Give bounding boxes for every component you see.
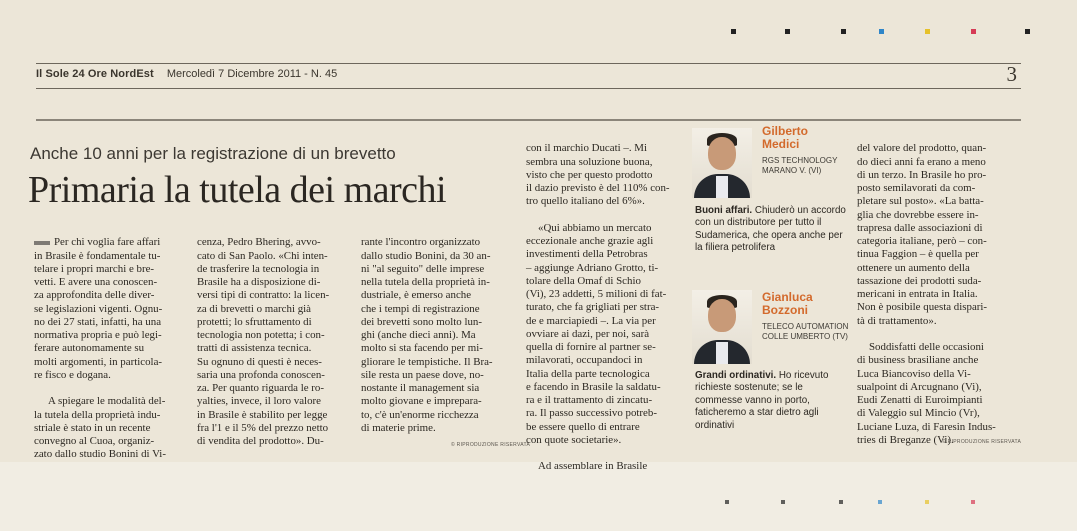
article-column-4 — [526, 129, 683, 487]
column-1-paragraph-1: Per chi voglia fare affari in Brasile è fondamentale tu- telare i propri marchi e bre- vetti. E avere una conoscen- za approfondita delle diver- se legislazioni vigenti. Ognu- no dei 27 stati, infatti, ha una normativa propria e può legi- ferare autonomamente su molti argomenti, in particola- re fisco e dogana. — [34, 236, 192, 382]
masthead-top-rule — [36, 63, 1021, 64]
registration-mark-black — [839, 500, 843, 504]
registration-mark-magenta — [971, 500, 975, 504]
profile-name: Gilberto Medici — [762, 124, 809, 151]
registration-mark-black — [841, 29, 846, 34]
profile-company: RGS TECHNOLOGY MARANO V. (VI) — [762, 156, 838, 175]
quote-body: Chiuderò un accordo con un distributore per tutto il Sudamerica, che opera anche per la filiera petrolifera — [695, 205, 846, 254]
registration-mark-black — [731, 29, 736, 34]
registration-mark-black — [785, 29, 790, 34]
masthead — [36, 62, 1021, 90]
profile-quote — [695, 205, 851, 255]
registration-mark-yellow — [925, 500, 929, 504]
column-4-paragraph-2: «Qui abbiamo un mercato eccezionale anche grazie agli investimenti della Petrobras – aggiunge Adriano Grotto, ti- tolare della Omaf di Schio (Vi), 23 addetti, 5 milioni di fat- turato, che fa grigliati per stra- de e marciapiedi –. La via per ovviare ai dazi, per noi, sarà quella di fornire al partner se- milavorati, occupandoci in Italia della parte tecnologica e facendo in Brasile la saldatu- ra e il trattamento di zincatu- ra. Il passo successivo potreb- be essere quello di entrare con quote societarie». — [526, 221, 667, 446]
article-column-2 — [197, 223, 355, 462]
article-top-rule — [36, 119, 1021, 121]
registration-mark-yellow — [925, 29, 930, 34]
article-column-6 — [857, 129, 1017, 460]
quote-title: Grandi ordinativi. — [695, 370, 777, 381]
registration-mark-black — [725, 500, 729, 504]
copyright-notice: © RIPRODUZIONE RISERVATA — [942, 439, 1022, 445]
column-4-paragraph-1: con il marchio Ducati –. Mi sembra una soluzione buona, visto che per questo prodotto il dazio previsto è del 110% con- tro quello italiano del 6%». — [526, 142, 670, 208]
quote-body: Ho ricevuto richieste sostenute; se le commesse vanno in porto, faticheremo a star dietro agli ordinativi — [695, 370, 829, 431]
portrait-gilberto-medici — [692, 128, 752, 198]
copyright-notice: © RIPRODUZIONE RISERVATA — [451, 442, 531, 448]
masthead-bottom-rule — [36, 88, 1021, 89]
profile-quote — [695, 370, 851, 432]
registration-mark-black — [781, 500, 785, 504]
column-6-paragraph-1: del valore del prodotto, quan- do dieci anni fa erano a meno di un terzo. In Brasile ho pro- posto semilavorati da com- pletare sul posto». «La batta- glia che dovrebbe essere in- trapresa dalle associazioni di categoria italiane, però – con- tinua Faggion – è quella per ottenere un aumento della tassazione dei prodotti suda- mericani in entrata in Italia. Non è posibile questa dispari- tà di trattamento». — [857, 142, 988, 327]
registration-mark-cyan — [879, 29, 884, 34]
profile-name: Gianluca Bozzoni — [762, 290, 813, 317]
registration-mark-magenta — [971, 29, 976, 34]
article-headline: Primaria la tutela dei marchi — [28, 169, 447, 211]
quote-title: Buoni affari. — [695, 205, 753, 216]
column-4-paragraph-3: Ad assemblare in Brasile — [538, 460, 648, 473]
page-number: 3 — [1006, 62, 1017, 86]
newspaper-brand: Il Sole 24 Ore NordEst — [36, 68, 154, 80]
profile-company: TELECO AUTOMATION COLLE UMBERTO (TV) — [762, 322, 849, 341]
column-6-paragraph-2: Soddisfatti delle occasioni di business brasiliane anche Luca Biancoviso della Vi- sualpoint di Arcugnano (Vi), Eudi Zenatti di Euroimpianti di Valeggio sul Mincio (Vr), Luciane Luza, di Faresin Indus- tries di Breganze (Vi). — [857, 341, 996, 446]
registration-mark-cyan — [878, 500, 882, 504]
issue-date: Mercoledì 7 Dicembre 2011 - N. 45 — [166, 68, 338, 80]
column-3-paragraph: rante l'incontro organizzato dallo studio Bonini, da 30 an- ni "al seguito" delle imprese nella tutela della proprietà in- dustriale, è emerso anche che i tempi di registrazione dei brevetti sono molto lun- ghi (anche dieci anni). Ma molto si sta facendo per mi- gliorare le tempistiche. Il Bra- sile resta un paese dove, no- nostante il management sia molto giovane e imprepara- to, c'è un'enorme ricchezza di materie prime. — [361, 236, 493, 434]
portrait-gianluca-bozzoni — [692, 290, 752, 364]
article-kicker: Anche 10 anni per la registrazione di un brevetto — [30, 144, 396, 163]
column-2-paragraph: cenza, Pedro Bhering, avvo- cato di San Paolo. «Chi inten- de trasferire la tecnologia in Brasile ha a disposizione di- versi tipi di contratto: la licen- za di brevetti o marchi già protetti; lo sfruttamento di tecnologia non potetta; i con- tratti di assistenza tecnica. Su ognuno di questi è neces- saria una profonda conoscen- za. Per quanto riguarda le ro- yalties, invece, il loro valore in Brasile è stabilito per legge fra l'1 e il 5% del prezzo netto di vendita del prodotto». Du- — [197, 236, 330, 447]
article-column-3 — [361, 223, 519, 448]
column-1-paragraph-2: A spiegare le modalità del- la tutela della proprietà indu- striale è stato in un recente convegno al Cuoa, organiz- zato dallo studio Bonini di Vi- — [34, 395, 166, 461]
article-column-1 — [34, 223, 192, 475]
registration-mark-black — [1025, 29, 1030, 34]
